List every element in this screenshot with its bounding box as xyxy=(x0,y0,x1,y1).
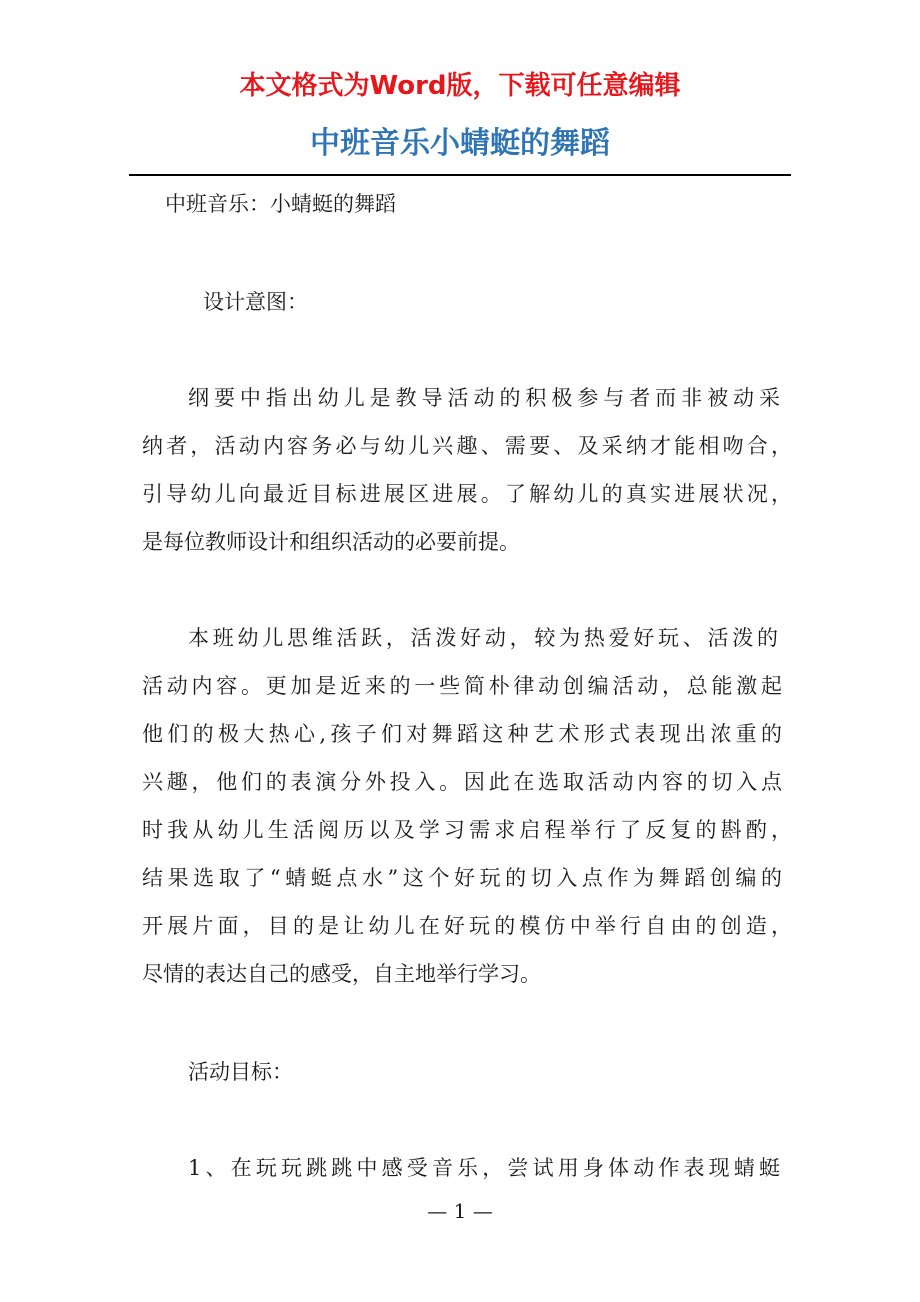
paragraph-line: 他们的极大热心,孩子们对舞蹈这种艺术形式表现出浓重的 xyxy=(142,722,782,746)
paragraph-line: 纲要中指出幼儿是教导活动的积极参与者而非被动采 xyxy=(188,386,780,410)
paragraph-line: 开展片面，目的是让幼儿在好玩的模仿中举行自由的创造， xyxy=(142,914,792,938)
paragraph-line: 本班幼儿思维活跃，活泼好动，较为热爱好玩、活泼的 xyxy=(188,626,778,650)
activity-goals-heading: 活动目标： xyxy=(188,1060,293,1084)
subtitle: 中班音乐：小蜻蜓的舞蹈 xyxy=(165,192,396,216)
title-divider xyxy=(129,174,791,176)
design-intent-heading: 设计意图： xyxy=(203,290,308,314)
paragraph-line: 兴趣，他们的表演分外投入。因此在选取活动内容的切入点 xyxy=(142,770,782,794)
page-number: — 1 — xyxy=(427,1199,493,1223)
paragraph-line: 时我从幼儿生活阅历以及学习需求启程举行了反复的斟酌， xyxy=(142,818,792,842)
paragraph-line: 是每位教师设计和组织活动的必要前提。 xyxy=(142,530,520,554)
goal-item: 1、在玩玩跳跳中感受音乐，尝试用身体动作表现蜻蜓 xyxy=(188,1156,780,1180)
paragraph-line: 活动内容。更加是近来的一些简朴律动创编活动，总能激起 xyxy=(142,674,782,698)
word-format-banner: 本文格式为Word版，下载可任意编辑 xyxy=(239,71,681,101)
paragraph-line: 尽情的表达自己的感受，自主地举行学习。 xyxy=(142,962,541,986)
document-title: 中班音乐小蜻蜓的舞蹈 xyxy=(310,126,610,161)
paragraph-line: 结果选取了“蜻蜓点水”这个好玩的切入点作为舞蹈创编的 xyxy=(142,866,782,890)
paragraph-line: 引导幼儿向最近目标进展区进展。了解幼儿的真实进展状况， xyxy=(142,482,792,506)
paragraph-line: 纳者，活动内容务必与幼儿兴趣、需要、及采纳才能相吻合， xyxy=(142,434,792,458)
